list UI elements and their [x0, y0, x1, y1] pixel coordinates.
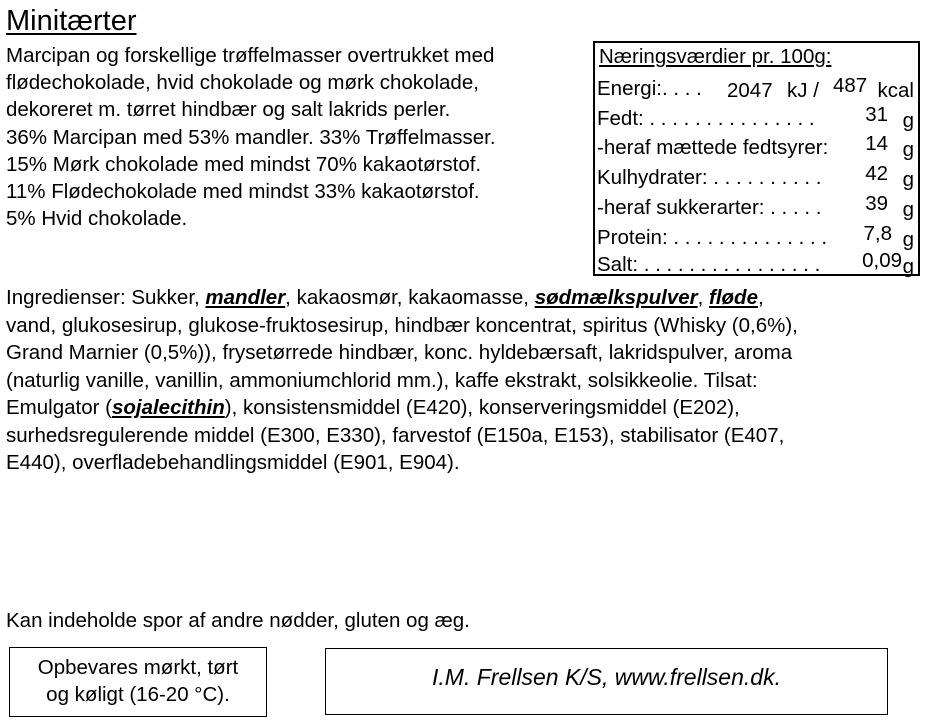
nutrition-value: 0,09 — [862, 249, 902, 272]
description-line: 5% Hvid chokolade. — [6, 207, 188, 231]
ingredients-line: (naturlig vanille, vanillin, ammoniumchlorid mm.), kaffe ekstrakt, solsikkeolie. Tilsat: — [6, 368, 758, 392]
ingredients-text: , — [697, 286, 710, 309]
nutrition-unit: g — [902, 198, 914, 221]
ingredients-line — [6, 394, 926, 422]
nutrition-row — [597, 249, 914, 279]
nutrition-row — [597, 132, 914, 162]
energy-kj-unit: kJ / — [787, 79, 819, 102]
nutrition-label: Salt: . . . . . . . . . . . . . . . . — [597, 253, 821, 276]
nutrition-label: -heraf sukkerarter: . . . . . — [597, 196, 822, 219]
traces-warning: Kan indeholde spor af andre nødder, gluten og æg. — [6, 609, 470, 632]
description-line: 15% Mørk chokolade med mindst 70% kakaotørstof. — [6, 152, 482, 176]
ingredients-text: Ingredienser: Sukker, — [6, 286, 206, 309]
nutrition-unit: g — [902, 138, 914, 161]
ingredients-line — [6, 284, 926, 312]
nutrition-header: Næringsværdier pr. 100g: — [599, 45, 832, 68]
description-line: flødechokolade, hvid chokolade og mørk chokolade, — [6, 71, 479, 95]
nutrition-label: -heraf mættede fedtsyrer: — [597, 136, 829, 159]
nutrition-unit: g — [902, 228, 914, 251]
nutrition-label: Fedt: . . . . . . . . . . . . . . . — [597, 107, 815, 130]
allergen-sojalecithin: sojalecithin — [111, 396, 225, 419]
nutrition-value: 39 — [865, 192, 888, 215]
nutrition-value: 31 — [865, 103, 888, 126]
allergen-sodmaelkspulver: sødmælkspulver — [534, 286, 698, 309]
energy-kcal-unit: kcal — [877, 79, 914, 102]
product-title: Minitærter — [6, 5, 137, 37]
product-description — [6, 42, 586, 232]
nutrition-label: Energi:. . . . — [597, 77, 702, 100]
storage-box — [9, 647, 267, 717]
storage-line: og køligt (16-20 °C). — [46, 683, 230, 706]
ingredients-line: vand, glukosesirup, glukose-fruktosesirup, hindbær koncentrat, spiritus (Whisky (0,6%), — [6, 313, 798, 337]
description-line: 11% Flødechokolade med mindst 33% kakaotørstof. — [6, 180, 480, 204]
nutrition-row — [597, 103, 914, 133]
nutrition-row — [597, 192, 914, 222]
nutrition-unit: g — [902, 168, 914, 191]
allergen-mandler: mandler — [205, 286, 286, 309]
nutrition-value: 7,8 — [863, 222, 892, 245]
ingredients-text: , kakaosmør, kakaomasse, — [285, 286, 535, 309]
nutrition-unit: g — [902, 255, 914, 278]
producer-box: I.M. Frellsen K/S, www.frellsen.dk. — [325, 648, 888, 715]
nutrition-unit: g — [902, 109, 914, 132]
nutrition-table — [593, 41, 920, 276]
energy-kj-value: 2047 — [727, 79, 773, 102]
ingredients-text: Emulgator ( — [6, 396, 112, 419]
nutrition-label: Kulhydrater: . . . . . . . . . . — [597, 166, 822, 189]
ingredients-text: ), konsistensmiddel (E420), konserveringsmiddel (E202), — [224, 396, 740, 419]
ingredients-line: surhedsregulerende middel (E300, E330), farvestof (E150a, E153), stabilisator (E407, — [6, 423, 785, 447]
nutrition-value: 14 — [865, 132, 888, 155]
description-line: Marcipan og forskellige trøffelmasser overtrukket med — [6, 44, 495, 67]
description-line: 36% Marcipan med 53% mandler. 33% Trøffelmasser. — [6, 125, 496, 149]
energy-kcal-value: 487 — [833, 74, 868, 97]
ingredients-text: , — [757, 286, 764, 309]
ingredients-list — [6, 284, 926, 477]
nutrition-row-energy — [597, 74, 914, 103]
nutrition-row — [597, 162, 914, 192]
allergen-flode: fløde — [709, 286, 758, 309]
ingredients-line: E440), overfladebehandlingsmiddel (E901, E904). — [6, 451, 460, 474]
description-line: dekoreret m. tørret hindbær og salt lakrids perler. — [6, 98, 451, 122]
nutrition-label: Protein: . . . . . . . . . . . . . . — [597, 226, 828, 249]
storage-line: Opbevares mørkt, tørt — [37, 656, 239, 679]
nutrition-value: 42 — [865, 162, 888, 185]
ingredients-line: Grand Marnier (0,5%)), frysetørrede hindbær, konc. hyldebærsaft, lakridspulver, aroma — [6, 341, 793, 364]
